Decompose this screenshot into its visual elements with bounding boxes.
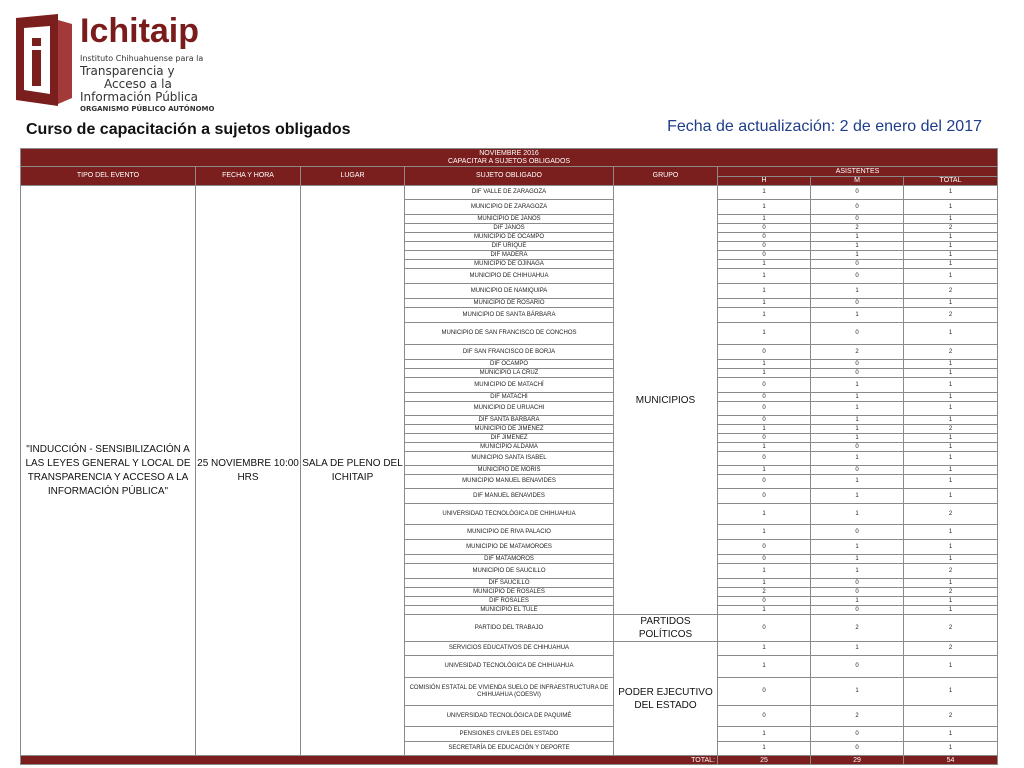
asistentes-h-cell: 0 [718,402,811,416]
col-header-evento: TIPO DEL EVENTO [21,167,196,186]
sujeto-cell: DIF VALLE DE ZARAGOZA [405,186,614,200]
table-title-month: NOVIEMBRE 2016 [479,149,539,157]
asistentes-m-cell: 1 [811,233,904,242]
asistentes-h-cell: 0 [718,615,811,642]
asistentes-total-cell: 1 [904,369,998,378]
asistentes-m-cell: 0 [811,525,904,540]
fecha-cell: 25 NOVIEMBRE 10:00 HRS [196,186,301,756]
total-total-cell: 54 [904,756,998,765]
asistentes-h-cell: 0 [718,393,811,402]
asistentes-h-cell: 0 [718,678,811,706]
asistentes-h-cell: 0 [718,452,811,466]
asistentes-total-cell: 1 [904,466,998,475]
asistentes-h-cell: 1 [718,215,811,224]
asistentes-h-cell: 1 [718,323,811,345]
asistentes-total-cell: 2 [904,615,998,642]
asistentes-h-cell: 1 [718,308,811,323]
asistentes-total-cell: 2 [904,425,998,434]
sujeto-cell: COMISIÓN ESTATAL DE VIVIENDA SUELO DE INFRAESTRUCTURA DE CHIHUAHUA (COESVI) [405,678,614,706]
sujeto-cell: DIF ROSALES [405,597,614,606]
asistentes-m-cell: 0 [811,260,904,269]
asistentes-m-cell: 0 [811,323,904,345]
table-row [21,186,998,200]
asistentes-h-cell: 1 [718,269,811,284]
asistentes-total-cell: 1 [904,434,998,443]
sujeto-cell: UNIVERSIDAD TECNOLÓGICA DE CHIHUAHUA [405,504,614,525]
logo-subtitle-2: Transparencia y [80,64,175,78]
sujeto-cell: MUNICIPIO DE ZARAGOZA [405,200,614,215]
asistentes-h-cell: 1 [718,260,811,269]
asistentes-m-cell: 0 [811,269,904,284]
asistentes-total-cell: 1 [904,656,998,678]
sujeto-cell: MUNICIPIO DE MORIS [405,466,614,475]
logo-subtitle-4: Información Pública [80,90,199,104]
asistentes-m-cell: 1 [811,393,904,402]
asistentes-h-cell: 0 [718,345,811,360]
asistentes-m-cell: 1 [811,642,904,656]
sujeto-cell: DIF MATACHÍ [405,393,614,402]
grupo-cell: PODER EJECUTIVO DEL ESTADO [614,642,718,756]
asistentes-total-cell: 1 [904,452,998,466]
page-title: Curso de capacitación a sujetos obligados [26,121,351,138]
total-label: TOTAL: [21,756,718,765]
asistentes-total-cell: 1 [904,402,998,416]
asistentes-m-cell: 2 [811,345,904,360]
asistentes-total-cell: 1 [904,525,998,540]
asistentes-m-cell: 1 [811,489,904,504]
sujeto-cell: UNIVESIDAD TECNOLÓGICA DE CHIHUAHUA [405,656,614,678]
total-row [21,756,998,765]
sujeto-cell: PARTIDO DEL TRABAJO [405,615,614,642]
total-m-cell: 29 [811,756,904,765]
asistentes-h-cell: 1 [718,443,811,452]
asistentes-h-cell: 0 [718,224,811,233]
training-table [20,148,998,765]
asistentes-h-cell: 0 [718,489,811,504]
asistentes-total-cell: 1 [904,215,998,224]
sujeto-cell: DIF URIQUE [405,242,614,251]
sujeto-cell: MUNICIPIO LA CRUZ [405,369,614,378]
asistentes-total-cell: 1 [904,727,998,742]
asistentes-h-cell: 1 [718,727,811,742]
asistentes-total-cell: 1 [904,416,998,425]
asistentes-h-cell: 1 [718,656,811,678]
asistentes-h-cell: 1 [718,466,811,475]
asistentes-h-cell: 1 [718,200,811,215]
logo-wordmark: Ichitaip [80,12,200,50]
asistentes-h-cell: 1 [718,369,811,378]
asistentes-m-cell: 0 [811,369,904,378]
asistentes-h-cell: 0 [718,706,811,727]
sujeto-cell: MUNICIPIO DE OCAMPO [405,233,614,242]
sujeto-cell: MUNICIPIO DE JIMÉNEZ [405,425,614,434]
grupo-cell: PARTIDOS POLÍTICOS [614,615,718,642]
sujeto-cell: MUNICIPIO DE NAMIQUIPA [405,284,614,299]
asistentes-h-cell: 1 [718,360,811,369]
asistentes-m-cell: 1 [811,597,904,606]
col-header-grupo: GRUPO [614,167,718,186]
asistentes-total-cell: 1 [904,742,998,756]
asistentes-total-cell: 1 [904,200,998,215]
asistentes-total-cell: 1 [904,360,998,369]
asistentes-total-cell: 2 [904,345,998,360]
sujeto-cell: MUNICIPIO DE ROSALES [405,588,614,597]
sujeto-cell: DIF MADERA [405,251,614,260]
asistentes-h-cell: 0 [718,242,811,251]
asistentes-total-cell: 1 [904,260,998,269]
sujeto-cell: MUNICIPIO DE SANTA BÁRBARA [405,308,614,323]
asistentes-total-cell: 1 [904,186,998,200]
asistentes-total-cell: 1 [904,269,998,284]
asistentes-h-cell: 0 [718,434,811,443]
asistentes-h-cell: 1 [718,642,811,656]
sujeto-cell: MUNICIPIO SANTA ISABEL [405,452,614,466]
col-header-fecha: FECHA Y HORA [196,167,301,186]
asistentes-m-cell: 0 [811,579,904,588]
asistentes-total-cell: 1 [904,323,998,345]
table-title-purpose: CAPACITAR A SUJETOS OBLIGADOS [447,157,571,165]
asistentes-m-cell: 1 [811,564,904,579]
update-date: Fecha de actualización: 2 de enero del 2017 [667,118,982,135]
asistentes-h-cell: 1 [718,425,811,434]
asistentes-total-cell: 1 [904,489,998,504]
asistentes-h-cell: 0 [718,416,811,425]
asistentes-m-cell: 0 [811,727,904,742]
asistentes-h-cell: 0 [718,540,811,555]
asistentes-m-cell: 1 [811,555,904,564]
asistentes-total-cell: 1 [904,475,998,489]
asistentes-m-cell: 1 [811,678,904,706]
asistentes-m-cell: 2 [811,224,904,233]
asistentes-m-cell: 0 [811,443,904,452]
asistentes-h-cell: 0 [718,233,811,242]
door-logo-icon [14,14,74,106]
asistentes-total-cell: 2 [904,308,998,323]
asistentes-m-cell: 1 [811,416,904,425]
sujeto-cell: DIF JIMÉNEZ [405,434,614,443]
asistentes-total-cell: 1 [904,555,998,564]
asistentes-m-cell: 0 [811,606,904,615]
asistentes-total-cell: 1 [904,540,998,555]
sujeto-cell: MUNICIPIO ALDAMA [405,443,614,452]
asistentes-h-cell: 0 [718,555,811,564]
asistentes-h-cell: 1 [718,579,811,588]
asistentes-m-cell: 1 [811,378,904,393]
sujeto-cell: DIF MATAMOROS [405,555,614,564]
total-h-cell: 25 [718,756,811,765]
asistentes-total-cell: 1 [904,606,998,615]
sujeto-cell: MUNICIPIO DE MATACHÍ [405,378,614,393]
asistentes-h-cell: 1 [718,606,811,615]
logo-subtitle-1: Instituto Chihuahuense para la [80,54,204,63]
col-header-h: H [718,177,811,186]
asistentes-total-cell: 1 [904,443,998,452]
asistentes-m-cell: 2 [811,615,904,642]
asistentes-h-cell: 1 [718,186,811,200]
asistentes-m-cell: 1 [811,452,904,466]
asistentes-h-cell: 0 [718,378,811,393]
asistentes-total-cell: 2 [904,564,998,579]
asistentes-h-cell: 0 [718,597,811,606]
grupo-cell: MUNICIPIOS [614,186,718,615]
asistentes-m-cell: 0 [811,200,904,215]
asistentes-total-cell: 1 [904,678,998,706]
asistentes-total-cell: 1 [904,393,998,402]
sujeto-cell: MUNICIPIO DE SAN FRANCISCO DE CONCHOS [405,323,614,345]
asistentes-m-cell: 2 [811,706,904,727]
sujeto-cell: MUNICIPIO DE OJINAGA [405,260,614,269]
asistentes-m-cell: 1 [811,308,904,323]
col-header-sujeto: SUJETO OBLIGADO [405,167,614,186]
col-header-m: M [811,177,904,186]
asistentes-h-cell: 1 [718,525,811,540]
sujeto-cell: SECRETARÍA DE EDUCACIÓN Y DEPORTE [405,742,614,756]
asistentes-m-cell: 1 [811,251,904,260]
asistentes-total-cell: 2 [904,642,998,656]
asistentes-m-cell: 1 [811,402,904,416]
table-body [21,186,998,765]
asistentes-total-cell: 1 [904,378,998,393]
asistentes-m-cell: 1 [811,504,904,525]
asistentes-m-cell: 0 [811,742,904,756]
sujeto-cell: SERVICIOS EDUCATIVOS DE CHIHUAHUA [405,642,614,656]
ichitaip-logo [14,12,215,113]
asistentes-h-cell: 1 [718,742,811,756]
asistentes-m-cell: 1 [811,284,904,299]
sujeto-cell: DIF OCAMPO [405,360,614,369]
table-title-cell [21,149,998,167]
asistentes-m-cell: 0 [811,588,904,597]
asistentes-m-cell: 0 [811,215,904,224]
asistentes-total-cell: 1 [904,242,998,251]
asistentes-m-cell: 1 [811,540,904,555]
lugar-cell: SALA DE PLENO DEL ICHITAIP [301,186,405,756]
sujeto-cell: MUNICIPIO DE ROSARIO [405,299,614,308]
col-header-total: TOTAL [904,177,998,186]
sujeto-cell: MUNICIPIO DE CHIHUAHUA [405,269,614,284]
sujeto-cell: MUNICIPIO DE URUACHI [405,402,614,416]
asistentes-total-cell: 2 [904,284,998,299]
asistentes-m-cell: 0 [811,360,904,369]
sujeto-cell: DIF SANTA BÁRBARA [405,416,614,425]
asistentes-total-cell: 1 [904,233,998,242]
sujeto-cell: DIF SAN FRANCISCO DE BORJA [405,345,614,360]
sujeto-cell: MUNICIPIO DE RIVA PALACIO [405,525,614,540]
logo-subtitle-5: ORGANISMO PÚBLICO AUTÓNOMO [80,105,215,113]
sujeto-cell: DIF JANOS [405,224,614,233]
asistentes-m-cell: 1 [811,475,904,489]
asistentes-total-cell: 2 [904,504,998,525]
asistentes-h-cell: 0 [718,475,811,489]
asistentes-total-cell: 1 [904,597,998,606]
sujeto-cell: MUNICIPIO EL TULE [405,606,614,615]
asistentes-total-cell: 1 [904,579,998,588]
asistentes-m-cell: 1 [811,425,904,434]
asistentes-total-cell: 2 [904,706,998,727]
sujeto-cell: MUNICIPIO DE MATAMOROES [405,540,614,555]
asistentes-m-cell: 0 [811,466,904,475]
asistentes-h-cell: 1 [718,564,811,579]
asistentes-m-cell: 0 [811,186,904,200]
asistentes-m-cell: 0 [811,299,904,308]
sujeto-cell: MUNICIPIO DE JANOS [405,215,614,224]
asistentes-total-cell: 2 [904,224,998,233]
sujeto-cell: UNIVERSIDAD TECNOLÓGICA DE PAQUIMÉ [405,706,614,727]
asistentes-total-cell: 1 [904,251,998,260]
sujeto-cell: DIF SAUCILLO [405,579,614,588]
sujeto-cell: MUNICIPIO DE SAUCILLO [405,564,614,579]
asistentes-h-cell: 1 [718,284,811,299]
evento-cell: "INDUCCIÓN - SENSIBILIZACIÓN A LAS LEYES GENERAL Y LOCAL DE TRANSPARENCIA Y ACCESO A LA INFORMACIÓN PÚBLICA" [21,186,196,756]
sujeto-cell: MUNICIPIO MANUEL BENAVIDES [405,475,614,489]
asistentes-h-cell: 2 [718,588,811,597]
asistentes-h-cell: 1 [718,504,811,525]
asistentes-m-cell: 1 [811,434,904,443]
sujeto-cell: PENSIONES CIVILES DEL ESTADO [405,727,614,742]
asistentes-total-cell: 2 [904,588,998,597]
logo-subtitle-3: Acceso a la [104,77,172,91]
sujeto-cell: DIF MANUEL BENAVIDES [405,489,614,504]
asistentes-h-cell: 1 [718,299,811,308]
asistentes-m-cell: 1 [811,242,904,251]
asistentes-m-cell: 0 [811,656,904,678]
asistentes-total-cell: 1 [904,299,998,308]
col-header-asistentes: ASISTENTES [718,167,998,177]
asistentes-h-cell: 0 [718,251,811,260]
col-header-lugar: LUGAR [301,167,405,186]
